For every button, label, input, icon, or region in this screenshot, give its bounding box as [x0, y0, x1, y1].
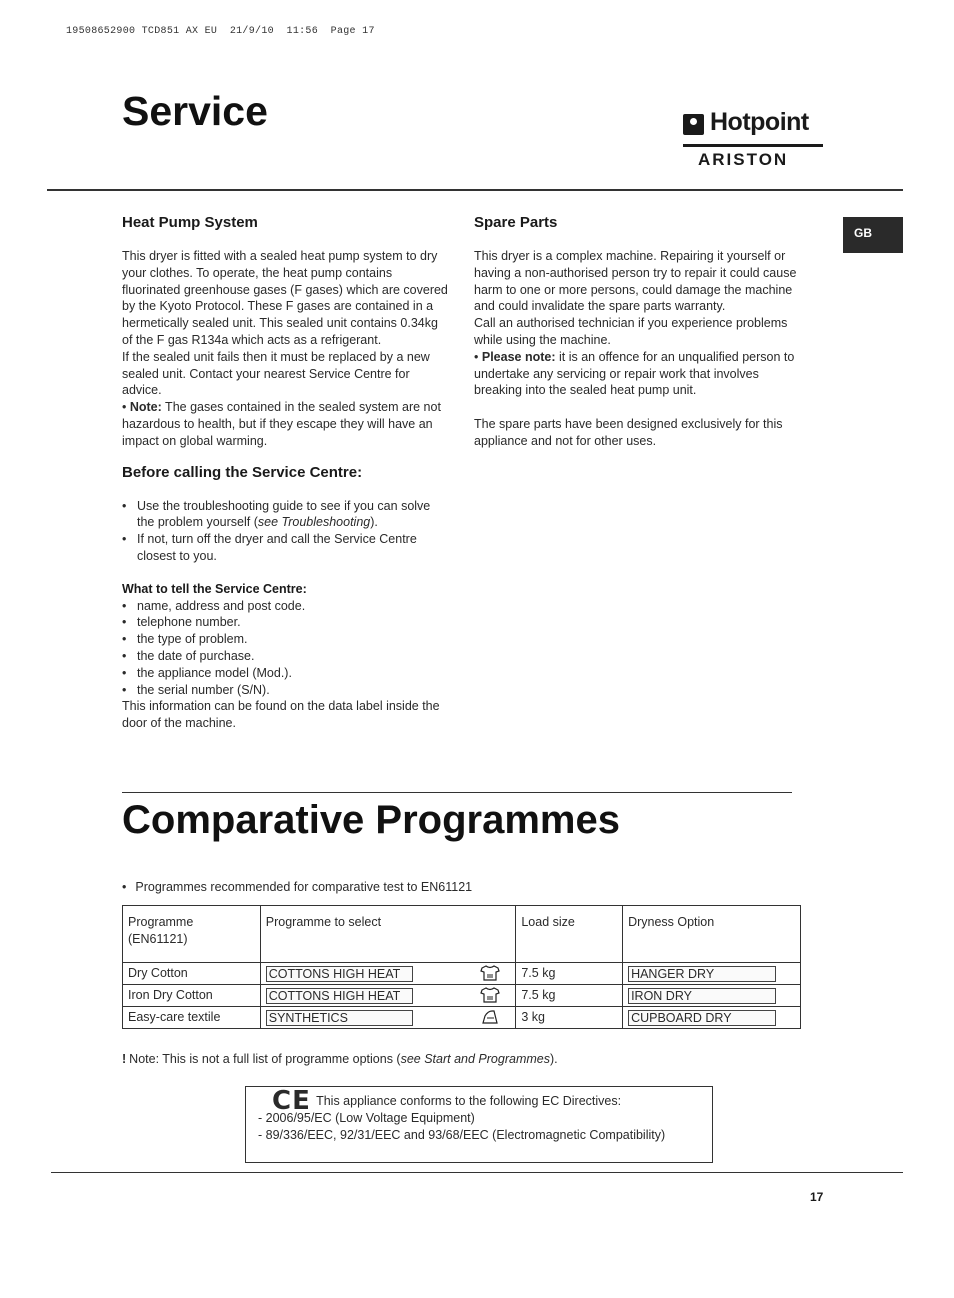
table-row: [123, 985, 801, 1007]
programmes-note: [122, 1052, 558, 1066]
heat-pump-title: Heat Pump System: [122, 214, 258, 231]
print-header: 19508652900 TCD851 AX EU 21/9/10 11:56 Page 17: [66, 26, 375, 37]
spare-parts-title: Spare Parts: [474, 214, 558, 231]
select-cell: [260, 1007, 516, 1029]
table-row: [123, 1007, 801, 1029]
what-to-tell-footer: This information can be found on the data label inside the door of the machine.: [122, 699, 440, 731]
note-text: Note: This is not a full list of programme options (: [129, 1052, 401, 1066]
table-header-cell: [123, 906, 261, 963]
header-rule: [47, 189, 903, 191]
list-item: • the date of purchase.: [122, 648, 448, 665]
language-tab: GB: [843, 217, 903, 253]
what-to-tell-title: What to tell the Service Centre:: [122, 581, 307, 596]
list-item-text: ).: [370, 515, 378, 530]
before-calling-list: [122, 498, 448, 565]
spare-parts-note-text: it is an offence for an unqualified person to undertake any servicing or repair work that involves breaking into the sealed heat pump unit.: [474, 349, 795, 398]
programme-cell: Iron Dry Cotton: [123, 985, 261, 1007]
shirt-icon: [480, 965, 500, 981]
heat-pump-note-label: Note:: [129, 400, 162, 415]
ce-line3: - 89/336/EEC, 92/31/EEC and 93/68/EEC (Electromagnetic Compatibility): [258, 1128, 666, 1142]
ce-line1: This appliance conforms to the following EC Directives:: [316, 1094, 622, 1108]
table-header-cell: [623, 906, 801, 963]
table-header-row: [123, 906, 801, 963]
spare-parts-para1: This dryer is a complex machine. Repairing it yourself or having a non-authorised person try to repair it could cause harm to one or more persons, could damage the machine and could invalidate the spare parts warranty.: [474, 249, 797, 314]
spare-parts-note: [474, 349, 800, 399]
what-to-tell-list: [122, 598, 448, 699]
list-item: • the appliance model (Mod.).: [122, 665, 448, 682]
dryness-cell: [623, 985, 801, 1007]
programme-select-box: COTTONS HIGH HEAT: [266, 988, 413, 1004]
before-calling-title: Before calling the Service Centre:: [122, 463, 363, 481]
list-item-text: Use the troubleshooting guide to see if you can solve the problem yourself (: [137, 498, 431, 530]
shirt-icon: [480, 987, 500, 1003]
spare-parts-para3: The spare parts have been designed exclusively for this appliance and not for other uses.: [474, 416, 783, 448]
logo-mark-icon: [683, 114, 704, 135]
programme-cell: Dry Cotton: [123, 963, 261, 985]
dryness-select-box: IRON DRY: [628, 988, 776, 1004]
load-cell: 3 kg: [516, 1007, 623, 1029]
page-title: Service: [122, 88, 268, 134]
select-cell: [260, 985, 516, 1007]
logo-divider: [683, 144, 823, 147]
list-item: • the type of problem.: [122, 631, 448, 648]
ce-mark-icon: CE: [272, 1086, 311, 1116]
heat-pump-note-text: The gases contained in the sealed system are not hazardous to health, but if they escape they will have an impact on global warming.: [122, 400, 441, 448]
logo-brand: Hotpoint: [710, 108, 809, 136]
dryness-select-box: CUPBOARD DRY: [628, 1010, 776, 1026]
heat-pump-para2: If the sealed unit fails then it must be replaced by a new sealed unit. Contact your nearest Service Centre for advice.: [122, 349, 430, 398]
brand-logo: [683, 108, 825, 174]
load-cell: 7.5 kg: [516, 985, 623, 1007]
select-cell: [260, 963, 516, 985]
header-dryness: Dryness Option: [628, 915, 715, 929]
note-text: ).: [549, 1052, 558, 1066]
dryness-cell: [623, 1007, 801, 1029]
programme-select-box: SYNTHETICS: [266, 1010, 413, 1026]
programme-select-box: COTTONS HIGH HEAT: [266, 966, 413, 982]
dryness-cell: [623, 963, 801, 985]
start-programmes-ref: see Start and Programmes: [400, 1052, 550, 1066]
heat-pump-note: [122, 399, 448, 449]
logo-sub: ARISTON: [698, 150, 789, 169]
footer-rule: [51, 1172, 903, 1173]
section-rule: [122, 792, 792, 793]
comparative-intro: • Programmes recommended for comparative test to EN61121: [122, 880, 472, 894]
right-column: [474, 214, 800, 450]
ce-conformity-box: [245, 1086, 713, 1163]
spare-parts-note-label: Please note:: [481, 349, 556, 364]
header-select: Programme to select: [265, 915, 382, 929]
header-load: Load size: [521, 915, 575, 929]
comparative-title: Comparative Programmes: [122, 798, 620, 842]
comparative-table: [122, 905, 801, 1029]
page-number: 17: [810, 1190, 824, 1204]
list-item: • the serial number (S/N).: [122, 682, 448, 699]
list-item: [122, 498, 448, 532]
spare-parts-para2: Call an authorised technician if you experience problems while using the machine.: [474, 316, 788, 347]
table-row: [123, 963, 801, 985]
load-cell: 7.5 kg: [516, 963, 623, 985]
list-item: • telephone number.: [122, 614, 448, 631]
warning-mark: !: [122, 1052, 127, 1066]
dryness-select-box: HANGER DRY: [628, 966, 776, 982]
table-header-cell: [260, 906, 516, 963]
troubleshooting-ref: see Troubleshooting: [257, 515, 371, 530]
programme-cell: Easy-care textile: [123, 1007, 261, 1029]
iron-icon: [480, 1009, 500, 1025]
left-column: [122, 214, 448, 732]
list-item: • name, address and post code.: [122, 598, 448, 615]
ce-line2: - 2006/95/EC (Low Voltage Equipment): [258, 1111, 475, 1125]
heat-pump-para1: This dryer is fitted with a sealed heat pump system to dry your clothes. To operate, the heat pump contains fluorinated greenhouse gases (F gases) which are covered by the Kyoto Protocol. These F gases are contained in a hermetically sealed unit. This sealed unit contains 0.34kg of the F gas R134a which acts as a refrigerant.: [122, 249, 448, 347]
table-header-cell: [516, 906, 623, 963]
list-item: • If not, turn off the dryer and call the Service Centre closest to you.: [122, 531, 448, 565]
header-programme: Programme (EN61121): [128, 915, 194, 946]
